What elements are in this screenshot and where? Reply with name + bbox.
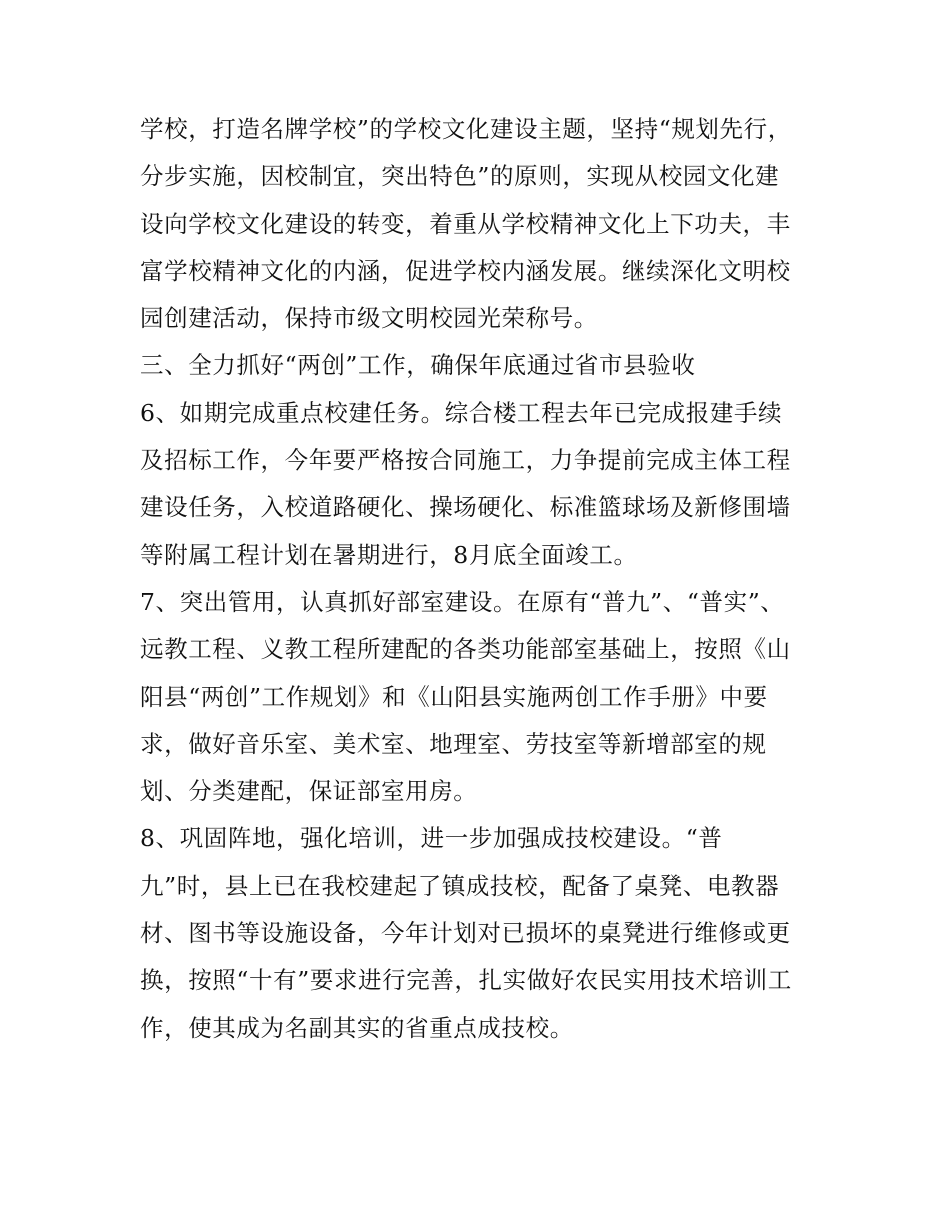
- text-line: 学校，打造名牌学校”的学校文化建设主题，坚持“规划先行，: [140, 115, 792, 143]
- text-line: 等附属工程计划在暑期进行，8月底全面竣工。: [140, 540, 638, 569]
- section-heading: 三、全力抓好“两创”工作，确保年底通过省市县验收: [140, 351, 696, 380]
- text-line: 富学校精神文化的内涵，促进学校内涵发展。继续深化文明校: [140, 256, 791, 285]
- text-line: 阳县“两创”工作规划》和《山阳县实施两创工作手册》中要: [140, 682, 768, 711]
- text-line: 8、巩固阵地，强化培训，进一步加强成技校建设。“普: [140, 824, 723, 853]
- text-line: 作，使其成为名副其实的省重点成技校。: [140, 1013, 574, 1042]
- text-line: 6、如期完成重点校建任务。综合楼工程去年已完成报建手续: [140, 398, 783, 427]
- text-line: 园创建活动，保持市级文明校园光荣称号。: [140, 304, 598, 333]
- text-line: 材、图书等设施设备，今年计划对已损坏的桌凳进行维修或更: [140, 919, 791, 948]
- text-line: 分步实施，因校制宜，突出特色”的原则，实现从校园文化建: [140, 162, 780, 191]
- document-body: [140, 106, 820, 1052]
- text-line: 换，按照“十有”要求进行完善，扎实做好农民实用技术培训工: [140, 966, 792, 995]
- text-line: 划、分类建配，保证部室用房。: [140, 777, 478, 806]
- text-line: 建设任务，入校道路硬化、操场硬化、标准篮球场及新修围墙: [140, 493, 791, 522]
- text-line: 远教工程、义教工程所建配的各类功能部室基础上，按照《山: [140, 635, 791, 664]
- text-line: 设向学校文化建设的转变，着重从学校精神文化上下功夫，丰: [140, 209, 791, 238]
- text-line: 九”时，县上已在我校建起了镇成技校，配备了桌凳、电教器: [140, 871, 780, 900]
- text-line: 7、突出管用，认真抓好部室建设。在原有“普九”、“普实”、: [140, 587, 785, 616]
- text-line: 及招标工作，今年要严格按合同施工，力争提前完成主体工程: [140, 446, 791, 475]
- text-line: 求，做好音乐室、美术室、地理室、劳技室等新增部室的规: [140, 729, 767, 758]
